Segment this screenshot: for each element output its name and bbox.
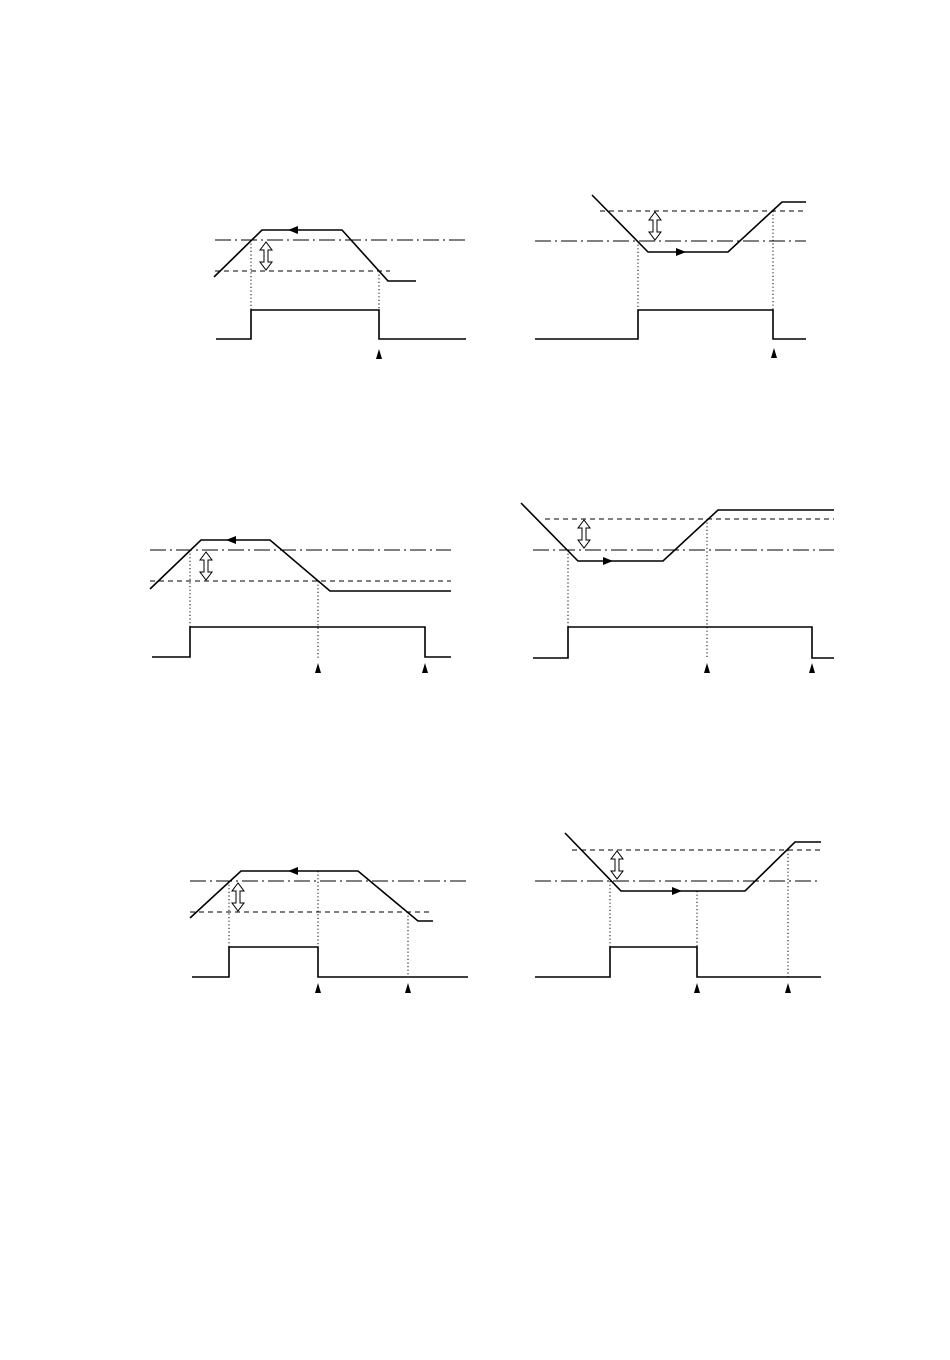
release-marker [785,983,791,993]
measured-value-curve [565,833,821,891]
release-marker [694,983,700,993]
direction-arrow [672,887,682,895]
output-signal [535,947,821,977]
hysteresis-double-arrow [611,851,623,879]
